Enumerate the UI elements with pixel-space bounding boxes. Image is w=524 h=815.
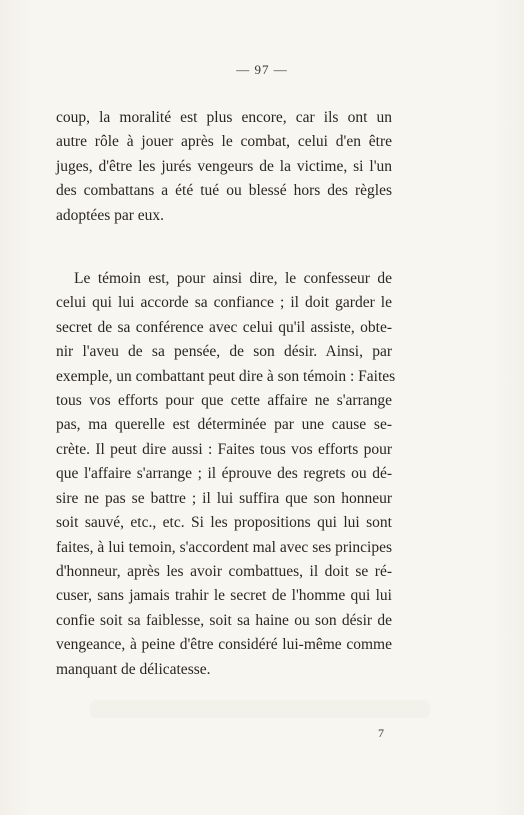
- text-line: soit sauvé, etc., etc. Si les propositions qui lui sont: [56, 514, 392, 532]
- text-line: vengeance, à peine d'être considéré lui-même comme: [56, 636, 392, 654]
- text-line: coup, la moralité est plus encore, car ils ont un: [56, 109, 392, 126]
- text-line: d'honneur, après les avoir combattues, il doit se ré-: [56, 562, 392, 580]
- paragraph-1: [56, 106, 392, 228]
- text-line: tous vos efforts pour que cette affaire ne s'arrange: [56, 392, 392, 410]
- page-number: — 97 —: [236, 62, 288, 77]
- text-line: nir l'aveu de sa pensée, de son désir. Ainsi, par: [56, 343, 392, 361]
- text-line: cuser, sans jamais trahir le secret de l'homme qui lui: [56, 587, 392, 605]
- signature-mark: 7: [378, 726, 384, 740]
- text-line: que l'affaire s'arrange ; il éprouve des regrets ou dé-: [56, 465, 392, 483]
- text-line: adoptées par eux.: [56, 206, 165, 224]
- paragraph-2: [56, 267, 396, 682]
- text-line: manquant de délicatesse.: [56, 660, 211, 678]
- text-line: pas, ma querelle est déterminée par une cause se-: [56, 416, 392, 434]
- text-line: faites, à lui temoin, s'accordent mal avec ses principes: [56, 538, 392, 556]
- text-line: autre rôle à jouer après le combat, celui d'en être: [56, 133, 392, 151]
- text-line: exemple, un combattant peut dire à son témoin : Faites: [56, 367, 396, 385]
- text-line: juges, d'être les jurés vengeurs de la victime, si l'un: [56, 157, 392, 175]
- text-line: des combattans a été tué ou blessé hors des règles: [56, 182, 392, 200]
- paper-stain: [90, 700, 430, 718]
- text-line: Le témoin est, pour ainsi dire, le confesseur de: [74, 270, 392, 288]
- text-line: secret de sa conférence avec celui qu'il assiste, obte-: [56, 318, 392, 336]
- text-line: confie soit sa faiblesse, soit sa haine ou son désir de: [56, 611, 392, 629]
- text-line: celui qui lui accorde sa confiance ; il doit garder le: [56, 294, 392, 312]
- text-line: crète. Il peut dire aussi : Faites tous vos efforts pour: [56, 440, 392, 458]
- text-line: sire ne pas se battre ; il lui suffira que son honneur: [56, 489, 392, 507]
- page-body: [56, 106, 396, 682]
